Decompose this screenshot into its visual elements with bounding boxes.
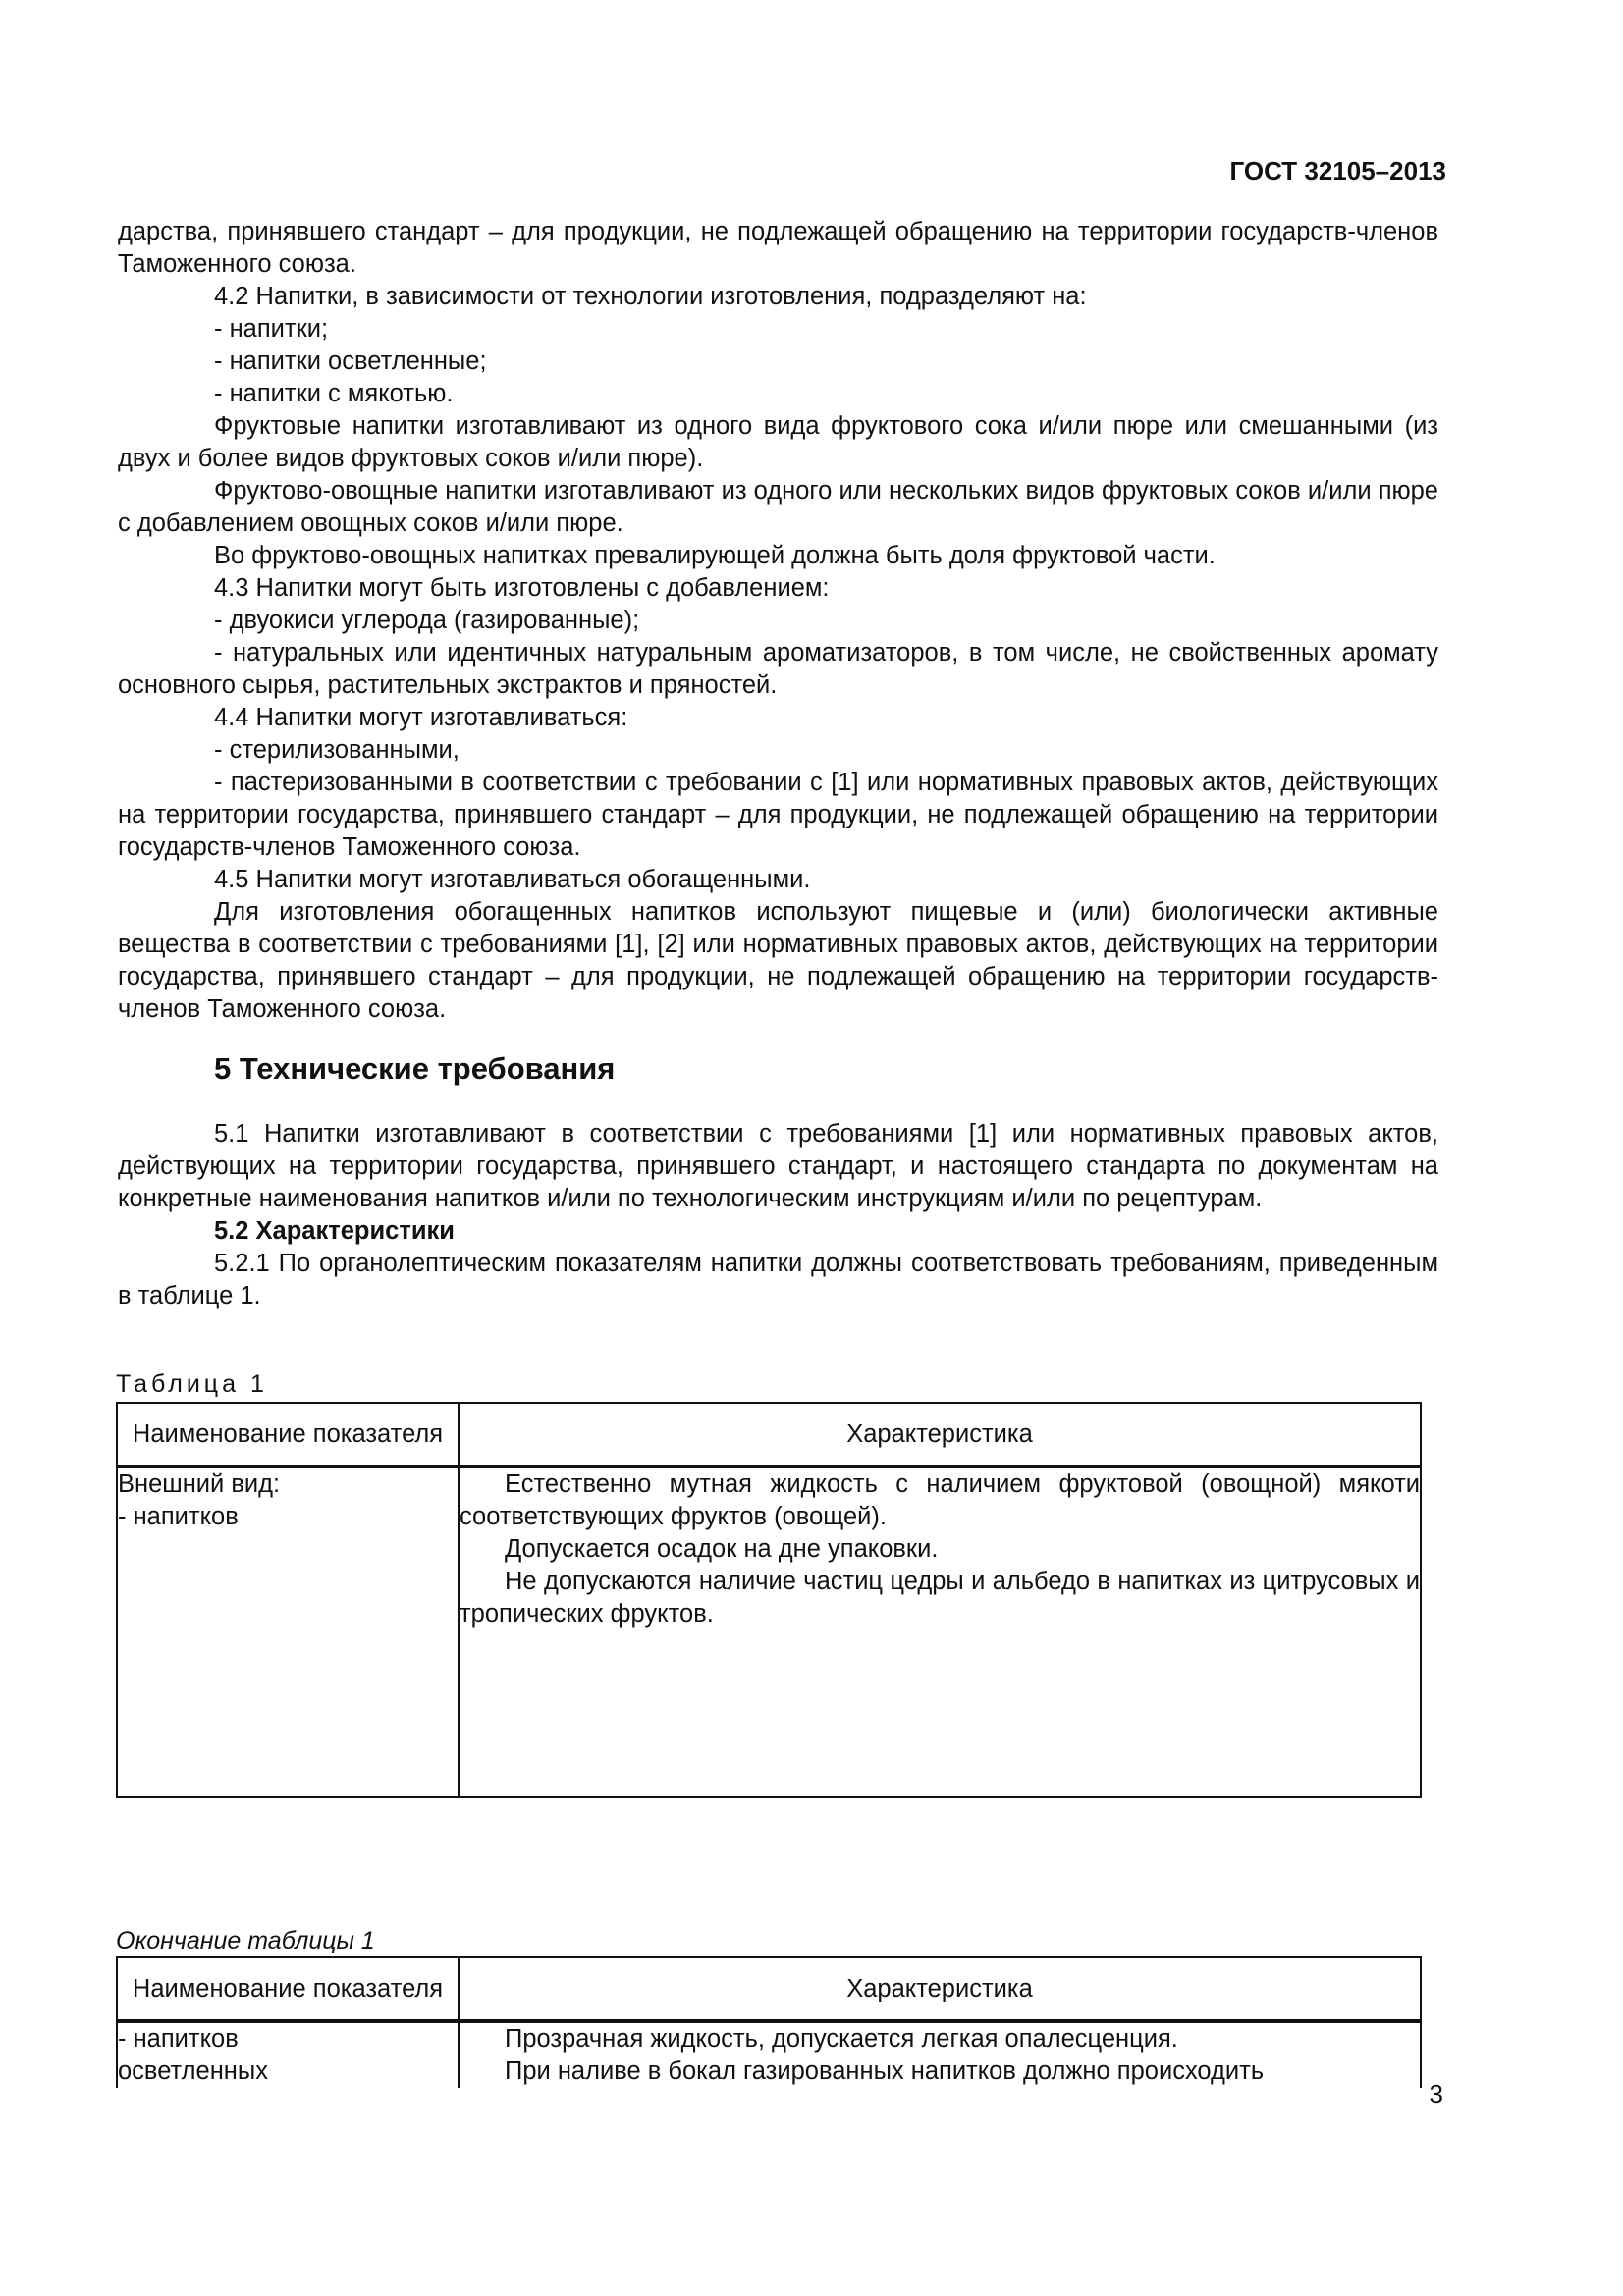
paragraph: 5.2.1 По органолептическим показателям напитки должны соответствовать требованиям, приведенным в таблице 1. <box>118 1250 1438 1309</box>
cell-paragraph: Прозрачная жидкость, допускается легкая опалесценция. <box>505 2025 1178 2053</box>
cell-paragraph: Естественно мутная жидкость с наличием фруктовой (овощной) мякоти соответствующих фруктов (овощей). <box>460 1470 1420 1530</box>
paragraph: 4.2 Напитки, в зависимости от технологии изготовления, подразделяют на: <box>214 283 1087 310</box>
document-code: ГОСТ 32105–2013 <box>1229 156 1446 186</box>
list-item: - натуральных или идентичных натуральным ароматизаторов, в том числе, не свойственных аромату основного сырья, растительных экстрактов и пряностей. <box>118 639 1438 699</box>
list-item: - двуокиси углерода (газированные); <box>214 607 640 634</box>
page-number: 3 <box>1429 2079 1443 2109</box>
list-item: - напитки с мякотью. <box>214 380 454 407</box>
column-header: Характеристика <box>459 1957 1421 2021</box>
table-cell <box>459 2021 1421 2088</box>
table-cell <box>117 2021 459 2088</box>
document-body <box>118 216 1438 1312</box>
table-header-row <box>117 1403 1421 1467</box>
paragraph: Для изготовления обогащенных напитков используют пищевые и (или) биологически активные вещества в соответствии с требованиями [1], [2] или нормативных правовых актов, действующих на территории государства, принявшего стандарт – для продукции, не подлежащей обращению на территории государств-членов Таможенного союза. <box>118 898 1438 1023</box>
column-header: Наименование показателя <box>117 1403 459 1467</box>
table-row <box>117 2021 1421 2088</box>
cell-paragraph: Не допускаются наличие частиц цедры и альбедо в напитках из цитрусовых и тропических фруктов. <box>460 1568 1420 1628</box>
list-item: - напитки осветленные; <box>214 347 487 375</box>
table-header-row <box>117 1957 1421 2021</box>
paragraph: 4.5 Напитки могут изготавливаться обогащенными. <box>214 866 811 893</box>
paragraph: 5.1 Напитки изготавливают в соответствии с требованиями [1] или нормативных правовых актов, действующих на территории государства, принявшего стандарт, и настоящего стандарта по документам на конкретные наименования напитков и/или по технологическим инструкциям и/или по рецептурам. <box>118 1120 1438 1212</box>
table-caption: Окончание таблицы 1 <box>116 1927 375 1954</box>
list-item: - пастеризованными в соответствии с требовании с [1] или нормативных правовых актов, действующих на территории государства, принявшего стандарт – для продукции, не подлежащей обращению на территории государств-членов Таможенного союза. <box>118 769 1438 861</box>
list-item: - напитки; <box>214 315 329 343</box>
table-cell <box>459 1467 1421 1797</box>
subsection-heading: 5.2 Характеристики <box>214 1217 455 1245</box>
cell-text: - напитков <box>118 1503 239 1530</box>
table-cell <box>117 1467 459 1797</box>
list-item: - стерилизованными, <box>214 736 460 764</box>
paragraph: Фруктово-овощные напитки изготавливают из одного или нескольких видов фруктовых соков и/или пюре с добавлением овощных соков и/или пюре. <box>118 477 1438 537</box>
cell-text: Внешний вид: <box>118 1470 281 1498</box>
paragraph: дарства, принявшего стандарт – для продукции, не подлежащей обращению на территории государств-членов Таможенного союза. <box>118 218 1438 278</box>
cell-text: - напитков осветленных <box>118 2025 268 2085</box>
cell-paragraph: При наливе в бокал газированных напитков должно происходить <box>505 2057 1265 2085</box>
table-caption: Таблица 1 <box>116 1370 268 1398</box>
column-header: Характеристика <box>459 1403 1421 1467</box>
section-heading: 5 Технические требования <box>214 1051 616 1086</box>
paragraph: Фруктовые напитки изготавливают из одного вида фруктового сока и/или пюре или смешанными (из двух и более видов фруктовых соков и/или пюре). <box>118 412 1438 472</box>
paragraph: 4.4 Напитки могут изготавливаться: <box>214 704 628 731</box>
table-row <box>117 1467 1421 1797</box>
table <box>116 1956 1422 2088</box>
cell-paragraph: Допускается осадок на дне упаковки. <box>505 1535 939 1563</box>
paragraph: 4.3 Напитки могут быть изготовлены с добавлением: <box>214 574 830 602</box>
table <box>116 1402 1422 1798</box>
paragraph: Во фруктово-овощных напитках превалирующей должна быть доля фруктовой части. <box>214 542 1216 569</box>
column-header: Наименование показателя <box>117 1957 459 2021</box>
